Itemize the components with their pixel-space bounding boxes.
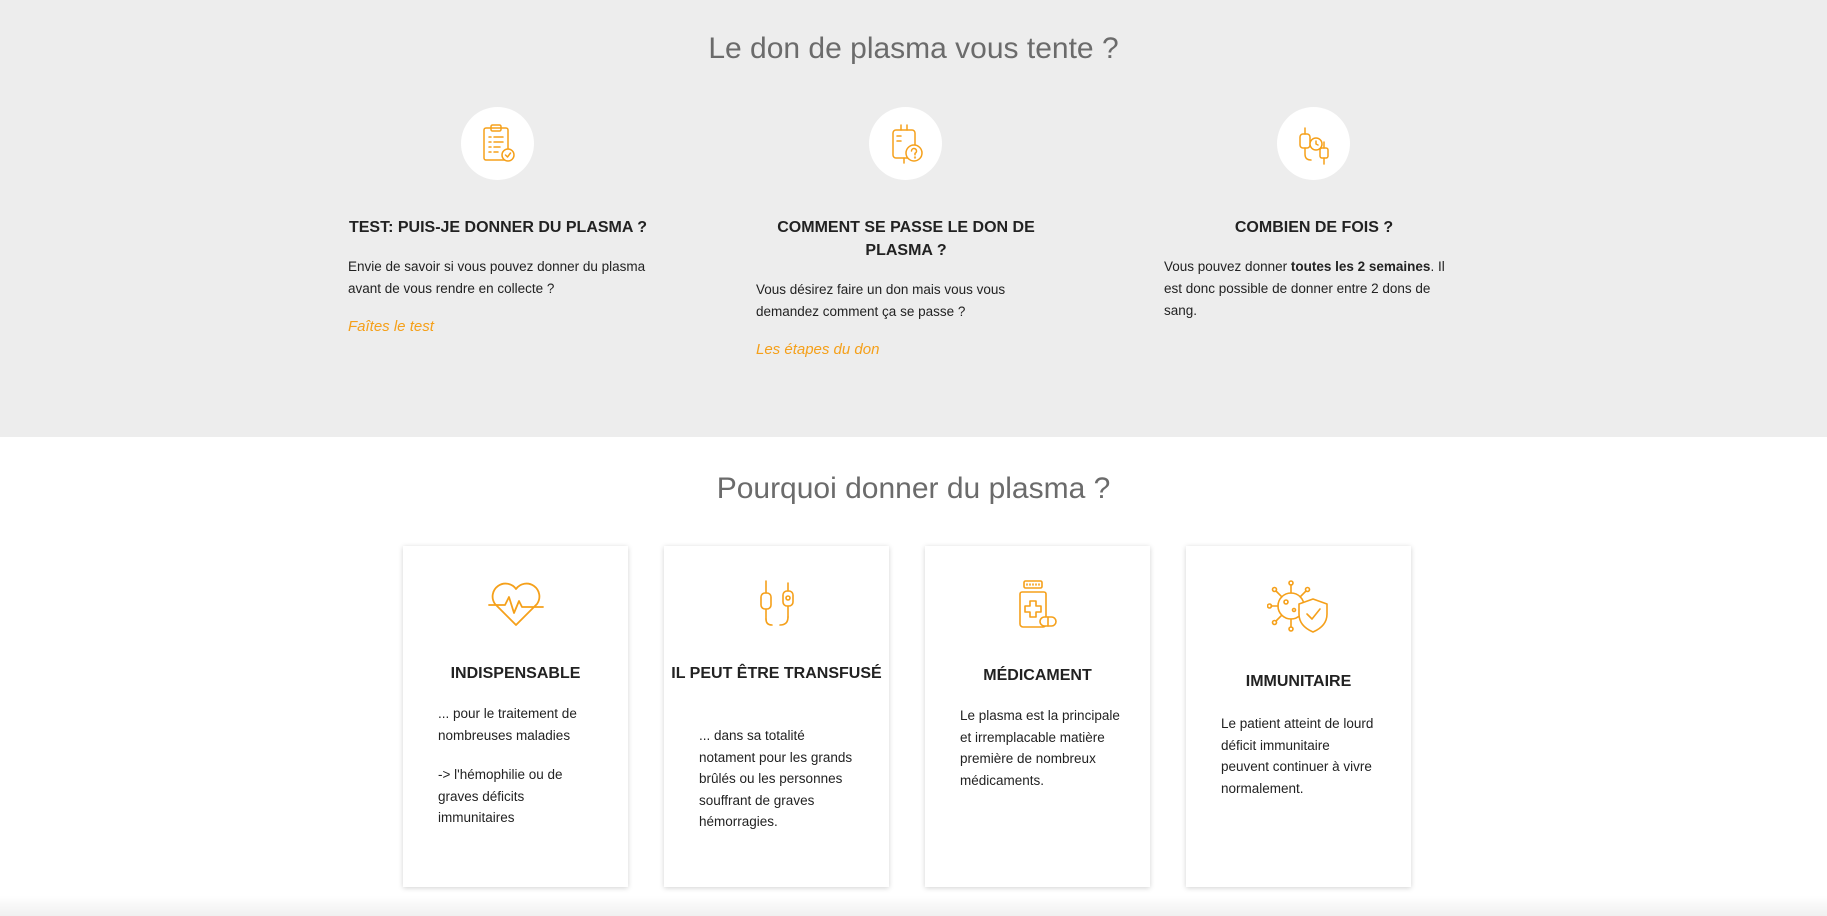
take-test-link[interactable]: Faîtes le test (348, 318, 434, 335)
feature-text-frequency: Vous pouvez donner toutes les 2 semaines. Il est donc possible de donner entre 2 dons de sang. (1164, 259, 1445, 318)
card-text: Le plasma est la principale et irremplacable matière première de nombreux médicaments. (960, 708, 1120, 788)
card-medicine (925, 546, 1150, 887)
medicine-bottle-icon (925, 579, 1150, 631)
virus-shield-icon (1186, 579, 1411, 637)
card-text: ... pour le traitement de nombreuses maladies (438, 706, 577, 743)
blood-bag-question-icon (869, 107, 942, 180)
transfusion-clock-icon (1277, 107, 1350, 180)
card-title: INDISPENSABLE (450, 665, 581, 682)
feature-text-test: Envie de savoir si vous pouvez donner du plasma avant de vous rendre en collecte ? (348, 259, 646, 296)
feature-text-process: Vous désirez faire un don mais vous vous demandez comment ça se passe ? (756, 282, 1006, 319)
card-title: MÉDICAMENT (983, 667, 1092, 684)
card-title: IMMUNITAIRE (1245, 673, 1352, 690)
card-transfused (664, 546, 889, 887)
card-text: ... dans sa totalité notament pour les grands brûlés ou les personnes souffrant de graves hémorragies. (699, 728, 853, 829)
feature-title-frequency: COMBIEN DE FOIS ? (1234, 219, 1394, 236)
card-immune (1186, 546, 1411, 887)
feature-title-test: TEST: PUIS-JE DONNER DU PLASMA ? (348, 219, 648, 236)
card-indispensable (403, 546, 628, 887)
section-title-why: Pourquoi donner du plasma ? (716, 472, 1111, 505)
heart-pulse-icon (403, 579, 628, 629)
page-bottom-divider (0, 896, 1827, 916)
donation-steps-link[interactable]: Les étapes du don (756, 341, 880, 358)
clipboard-check-icon (461, 107, 534, 180)
section-title-don: Le don de plasma vous tente ? (708, 32, 1119, 65)
card-text-detail: -> l'hémophilie ou de graves déficits immunitaires (438, 767, 563, 825)
transfusion-icon (664, 579, 889, 629)
card-text: Le patient atteint de lourd déficit immunitaire peuvent continuer à vivre normalement. (1221, 716, 1374, 796)
feature-title-process: COMMENT SE PASSE LE DON DE PLASMA ? (777, 219, 1035, 259)
card-title: IL PEUT ÊTRE TRANSFUSÉ (671, 665, 882, 682)
